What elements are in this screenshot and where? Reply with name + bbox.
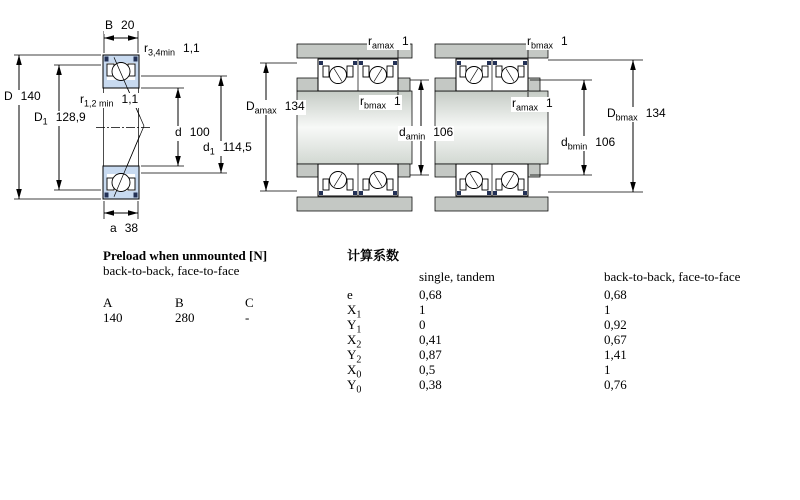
factor-row-value2: 1 [604,302,611,317]
dim-label-D1: $D_1$ 128,9 [34,110,86,127]
dim-label-r34: $r_{3,4min}$ 1,1 [144,41,200,58]
dim-label-damin: $d_{amin}$ 106 [399,125,454,142]
factor-row-value1: 0,38 [419,377,442,392]
dim-label-rbmax-mid: $r_{bmax}$ 1 [360,94,401,111]
preload-value-c: - [245,310,250,325]
factor-row-value1: 0 [419,317,426,332]
dim-label-ramax-mid: $r_{amax}$ 1 [368,34,409,51]
dim-label-d1: $d_1$ 114,5 [203,140,252,157]
factor-row-label: $X_2$ [347,332,362,351]
factor-row-label: $X_1$ [347,302,362,321]
preload-value-a: 140 [103,310,123,325]
preload-table-subtitle: back-to-back, face-to-face [103,263,240,278]
factor-row-value1: 0,41 [419,332,442,347]
factor-row-label: $Y_0$ [347,377,362,396]
dim-label-ramax-right: $r_{amax}$ 1 [512,96,553,113]
dim-label-dbmin: $d_{bmin}$ 106 [561,135,616,152]
factor-row-value2: 0,68 [604,287,627,302]
dim-label-a: a 38 [109,222,139,237]
factor-row-label: $Y_1$ [347,317,362,336]
factor-row-value1: 0,68 [419,287,442,302]
preload-value-b: 280 [175,310,195,325]
bearing-section-bottom [103,135,140,199]
dim-label-B: B 20 [104,19,135,34]
dim-label-d: d 100 [174,126,211,141]
preload-col-header-b: B [175,295,184,310]
preload-col-header-a: A [103,295,113,310]
preload-col-header-c: C [245,295,254,310]
dim-label-Dbmax: $D_{bmax}$ 134 [607,106,666,123]
preload-table-title: Preload when unmounted [N] [103,248,268,263]
factors-col1-header: single, tandem [419,269,495,284]
factor-row-label: $Y_2$ [347,347,362,366]
factor-row-value1: 0,5 [419,362,436,377]
factor-row-value2: 1 [604,362,611,377]
factor-row-value2: 0,76 [604,377,627,392]
right-diagram-paired-mounting [435,44,643,211]
factor-row-label: e [347,287,353,302]
dim-label-Damax: $D_{amax}$ 134 [246,99,305,116]
factor-row-value1: 1 [419,302,426,317]
factor-row-value1: 0,87 [419,347,442,362]
dim-label-D: D 140 [3,90,42,105]
factor-row-value2: 1,41 [604,347,627,362]
dim-label-r12: $r_{1,2 min}$ 1,1 [80,92,139,109]
factors-col2-header: back-to-back, face-to-face [604,269,741,284]
factor-row-value2: 0,67 [604,332,627,347]
factor-row-label: $X_0$ [347,362,362,381]
dim-label-rbmax-right: $r_{bmax}$ 1 [527,34,568,51]
factor-row-value2: 0,92 [604,317,627,332]
factors-table-title: 计算系数 [347,248,400,263]
